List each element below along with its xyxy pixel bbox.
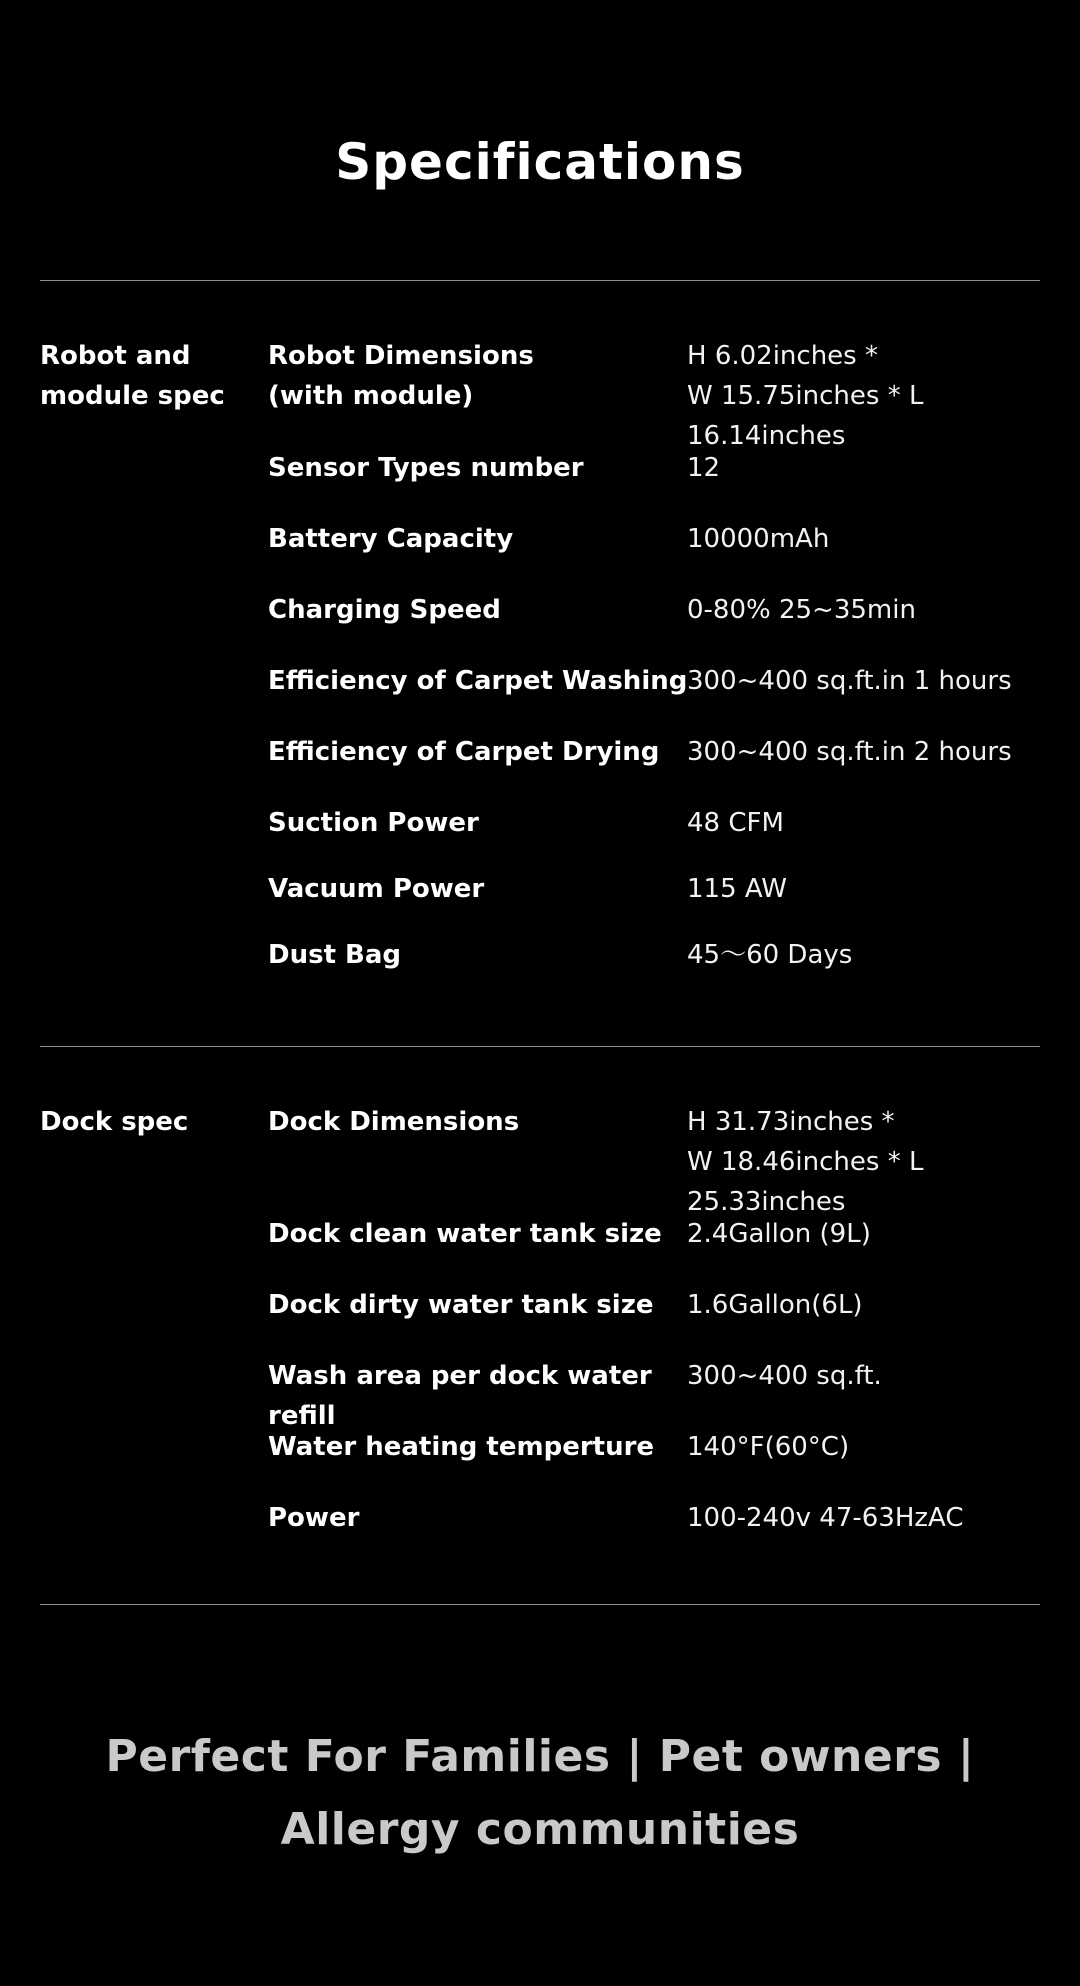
spec-name: Wash area per dock water refill [268, 1361, 652, 1431]
spec-value: 48 CFM [687, 808, 784, 838]
spec-name: Dock dirty water tank size [268, 1290, 654, 1320]
section-label-dock: Dock spec [40, 1107, 189, 1137]
spec-name: Charging Speed [268, 595, 501, 625]
spec-value: 300~400 sq.ft. [687, 1361, 882, 1391]
divider-bottom [40, 1604, 1040, 1605]
spec-name: Efficiency of Carpet Drying [268, 737, 660, 767]
spec-value: 0-80% 25~35min [687, 595, 916, 625]
spec-value: 45〜60 Days [687, 940, 853, 970]
spec-name: Sensor Types number [268, 453, 584, 483]
page-title: Specifications [335, 133, 745, 191]
spec-name: Vacuum Power [268, 874, 485, 904]
spec-name: Battery Capacity [268, 524, 514, 554]
spec-name: Suction Power [268, 808, 479, 838]
spec-value: H 31.73inches * W 18.46inches * L 25.33inches [687, 1107, 924, 1217]
spec-value: 10000mAh [687, 524, 830, 554]
spec-value: H 6.02inches * W 15.75inches * L 16.14inches [687, 341, 924, 451]
spec-name: Power [268, 1503, 360, 1533]
spec-value: 300~400 sq.ft.in 2 hours [687, 737, 1012, 767]
spec-name: Dust Bag [268, 940, 402, 970]
section-label-robot-module: Robot and module spec [40, 341, 225, 411]
spec-value: 12 [687, 453, 721, 483]
spec-value: 300~400 sq.ft.in 1 hours [687, 666, 1012, 696]
spec-name: Dock Dimensions [268, 1107, 520, 1137]
spec-value: 100-240v 47-63HzAC [687, 1503, 964, 1533]
spec-name: Water heating temperture [268, 1432, 655, 1462]
spec-value: 1.6Gallon(6L) [687, 1290, 863, 1320]
divider-middle [40, 1046, 1040, 1047]
spec-value: 2.4Gallon (9L) [687, 1219, 871, 1249]
footer-tagline: Perfect For Families | Pet owners | Allergy communities [105, 1731, 975, 1855]
spec-name: Dock clean water tank size [268, 1219, 662, 1249]
spec-value: 140°F(60°C) [687, 1432, 850, 1462]
spec-value: 115 AW [687, 874, 787, 904]
spec-name: Robot Dimensions (with module) [268, 341, 534, 411]
spec-name: Efficiency of Carpet Washing [268, 666, 688, 696]
divider-top [40, 280, 1040, 281]
